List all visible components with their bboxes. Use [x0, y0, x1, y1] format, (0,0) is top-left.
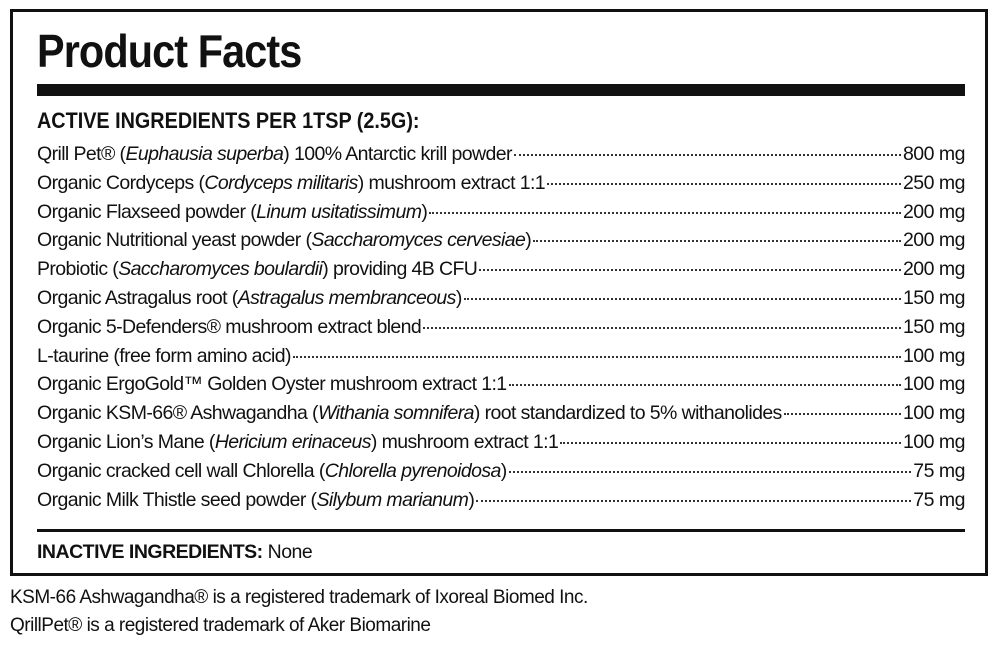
ingredient-name-text: ) [468, 488, 475, 511]
ingredient-name [37, 255, 477, 283]
ingredient-latin-name: Linum usitatissimum [256, 200, 422, 223]
active-ingredients-header: ACTIVE INGREDIENTS PER 1TSP (2.5G): [37, 108, 420, 133]
ingredient-latin-name: Euphausia superba [125, 143, 284, 165]
ingredient-name [37, 284, 462, 312]
ingredient-name-text: Organic Astragalus root ( [37, 286, 238, 309]
dot-leader [547, 183, 901, 185]
ingredient-latin-name: Silybum marianum [316, 488, 469, 511]
ingredient-latin-name: Hericium erinaceus [214, 430, 371, 453]
ingredient-amount: 100 mg [902, 373, 965, 396]
ingredient-name-text: ) providing 4B CFU [322, 258, 478, 281]
ingredient-name [37, 140, 512, 168]
ingredient-row [37, 284, 965, 313]
ingredient-row [37, 457, 965, 486]
ingredient-name-text: ) [421, 200, 428, 223]
ingredient-name-text: Probiotic ( [37, 258, 119, 281]
ingredient-latin-name: Cordyceps militaris [204, 171, 358, 194]
ingredient-name [37, 486, 474, 514]
ingredient-row [37, 198, 965, 227]
ingredient-latin-name: Astragalus membranceous [237, 286, 456, 309]
ingredient-name [37, 457, 507, 485]
ingredient-row [37, 255, 965, 284]
ingredient-name [37, 370, 507, 398]
ingredient-name [37, 226, 531, 254]
ingredient-amount: 800 mg [902, 143, 965, 165]
ingredient-latin-name: Withania somnifera [317, 402, 474, 425]
ingredient-row [37, 399, 965, 428]
ingredient-row [37, 486, 965, 515]
ingredient-name-text: Organic cracked cell wall Chlorella ( [37, 459, 325, 482]
ingredient-amount: 100 mg [902, 430, 965, 453]
ingredient-name [37, 313, 421, 341]
dot-leader [533, 240, 901, 242]
section-divider [37, 529, 965, 532]
dot-leader [560, 442, 901, 444]
footnote: QrillPet® is a registered trademark of Aker Biomarine [10, 615, 431, 636]
dot-leader [479, 269, 901, 271]
ingredient-row [37, 342, 965, 371]
ingredient-name-text: ) mushroom extract 1:1 [370, 430, 559, 453]
ingredient-latin-name: Chlorella pyrenoidosa [324, 459, 501, 482]
ingredient-row [37, 226, 965, 255]
title-divider [37, 84, 965, 96]
ingredient-amount: 200 mg [902, 200, 965, 223]
ingredient-name-text: ) [525, 229, 532, 252]
ingredient-row [37, 370, 965, 399]
dot-leader [509, 384, 901, 386]
ingredient-name [37, 169, 545, 197]
ingredient-latin-name: Saccharomyces boulardii [118, 258, 323, 281]
ingredient-name [37, 198, 427, 226]
ingredient-name-text: ) root standardized to 5% withanolides [473, 402, 782, 425]
ingredient-row [37, 313, 965, 342]
ingredient-name-text: Organic Milk Thistle seed powder ( [37, 488, 317, 511]
ingredient-name-text: ) 100% Antarctic krill powder [283, 143, 512, 165]
ingredients-list [37, 140, 965, 514]
ingredient-amount: 100 mg [902, 402, 965, 425]
dot-leader [476, 500, 911, 502]
ingredient-row [37, 169, 965, 198]
ingredient-name [37, 399, 782, 427]
ingredient-name-text: ) [455, 286, 462, 309]
dot-leader [509, 471, 912, 473]
inactive-ingredients [37, 538, 312, 566]
inactive-ingredients-label: INACTIVE INGREDIENTS: [37, 541, 263, 563]
ingredient-name-text: Organic KSM-66® Ashwagandha ( [37, 402, 318, 425]
ingredient-name-text: Qrill Pet® ( [37, 143, 126, 165]
ingredient-name-text: Organic Flaxseed powder ( [37, 200, 257, 223]
dot-leader [784, 413, 901, 415]
ingredient-name-text: Organic 5-Defenders® mushroom extract blend [37, 315, 422, 338]
ingredient-name-text: Organic Cordyceps ( [37, 171, 205, 194]
ingredient-amount: 200 mg [902, 258, 965, 281]
dot-leader [423, 327, 901, 329]
ingredient-name-text: Organic Lion’s Mane ( [37, 430, 215, 453]
ingredient-name-text: Organic ErgoGold™ Golden Oyster mushroom extract 1:1 [37, 373, 507, 396]
product-facts-panel [10, 9, 988, 576]
ingredient-name-text: L-taurine (free form amino acid) [37, 344, 291, 367]
dot-leader [293, 356, 901, 358]
ingredient-amount: 75 mg [913, 459, 965, 482]
dot-leader [514, 154, 901, 156]
ingredient-name-text: ) mushroom extract 1:1 [357, 171, 546, 194]
footnote: KSM-66 Ashwagandha® is a registered trademark of Ixoreal Biomed Inc. [10, 587, 588, 608]
page-title: Product Facts [37, 25, 302, 77]
ingredient-name [37, 342, 291, 370]
ingredient-amount: 150 mg [902, 286, 965, 309]
dot-leader [464, 298, 901, 300]
ingredient-name-text: Organic Nutritional yeast powder ( [37, 229, 312, 252]
footnotes [10, 584, 588, 640]
dot-leader [429, 212, 901, 214]
inactive-ingredients-value: None [262, 541, 313, 563]
ingredient-amount: 150 mg [902, 315, 965, 338]
ingredient-name [37, 428, 558, 456]
ingredient-amount: 100 mg [902, 344, 965, 367]
ingredient-latin-name: Saccharomyces cervesiae [311, 229, 526, 252]
ingredient-amount: 250 mg [902, 171, 965, 194]
ingredient-amount: 200 mg [902, 229, 965, 252]
ingredient-row [37, 428, 965, 457]
ingredient-name-text: ) [500, 459, 507, 482]
ingredient-row [37, 140, 965, 169]
ingredient-amount: 75 mg [913, 488, 965, 511]
